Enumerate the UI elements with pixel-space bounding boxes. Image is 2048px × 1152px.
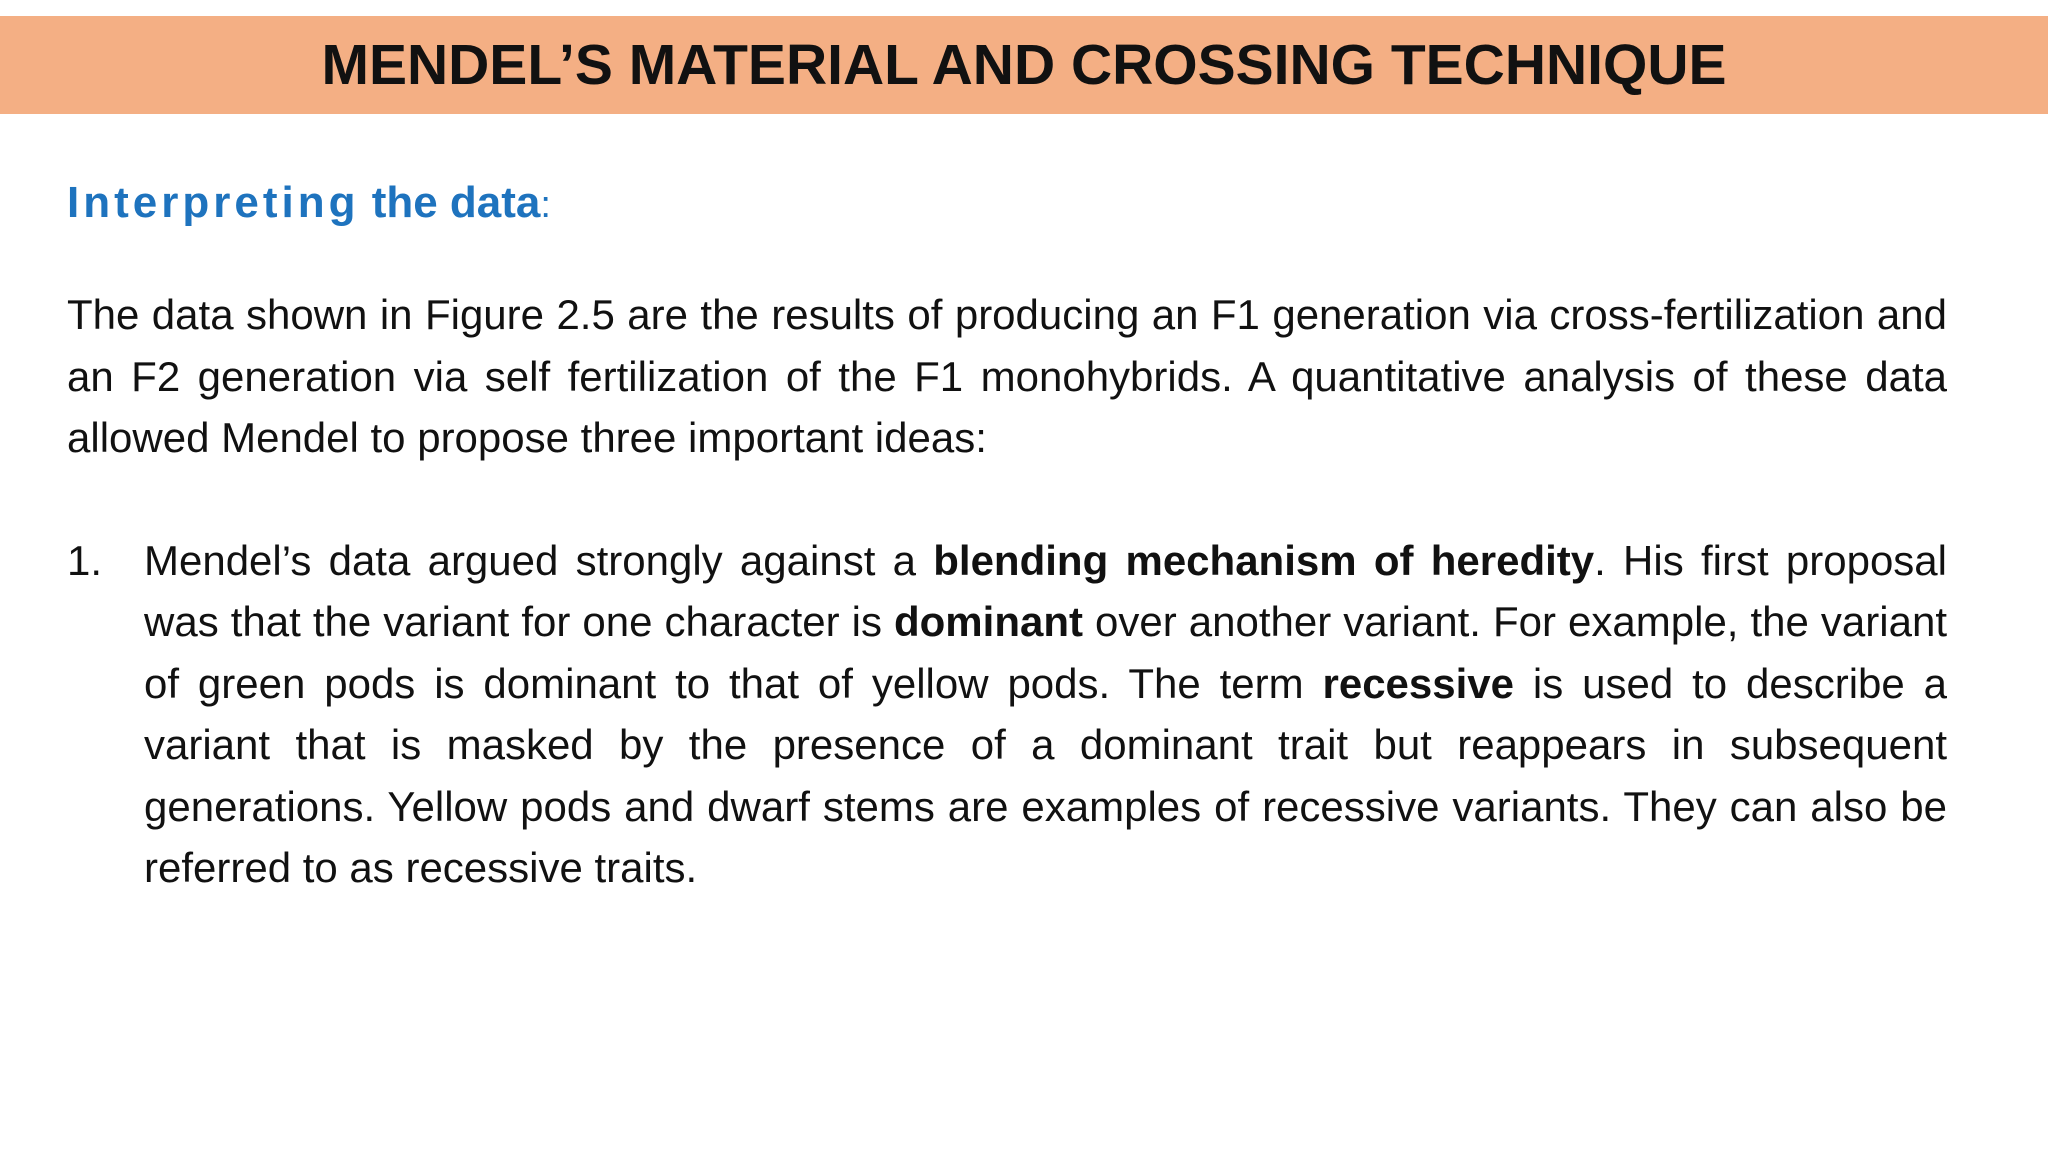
item-text-segment: over another variant. For example, the variant of green pods is dominant to that of yellow pods. The term	[144, 598, 1947, 707]
bold-term-dominant: dominant	[894, 598, 1083, 645]
title-bar	[0, 16, 2048, 114]
item-text-segment: . His first proposal was that the variant for one character is	[144, 536, 1947, 645]
slide-title: MENDEL’S MATERIAL AND CROSSING TECHNIQUE	[321, 33, 1727, 97]
section-heading-part2: the data	[371, 178, 541, 227]
item-text-segment: Mendel’s data argued strongly against a	[144, 536, 934, 584]
bold-term-blending: blending mechanism of heredity	[933, 536, 1595, 584]
section-heading	[67, 168, 1947, 238]
section-heading-colon: :	[540, 184, 551, 226]
ideas-list	[67, 530, 1947, 899]
list-item-number: 1.	[67, 536, 103, 584]
item-text-segment: is used to describe a variant that is masked by the presence of a dominant trait but reappears in subsequent generations. Yellow pods and dwarf stems are examples of recessive variants. They can also be referred to as recessive traits.	[144, 659, 1948, 891]
slide-content	[67, 168, 1947, 899]
bold-term-recessive: recessive	[1322, 659, 1515, 707]
section-heading-part1: Interpreting	[67, 178, 360, 227]
list-item	[67, 530, 1947, 899]
intro-paragraph: The data shown in Figure 2.5 are the results of producing an F1 generation via cross-fertilization and an F2 generation via self fertilization of the F1 monohybrids. A quantitative analysis of these data allowed Mendel to propose three important ideas:	[67, 291, 1947, 461]
list-item-text	[144, 530, 1947, 899]
